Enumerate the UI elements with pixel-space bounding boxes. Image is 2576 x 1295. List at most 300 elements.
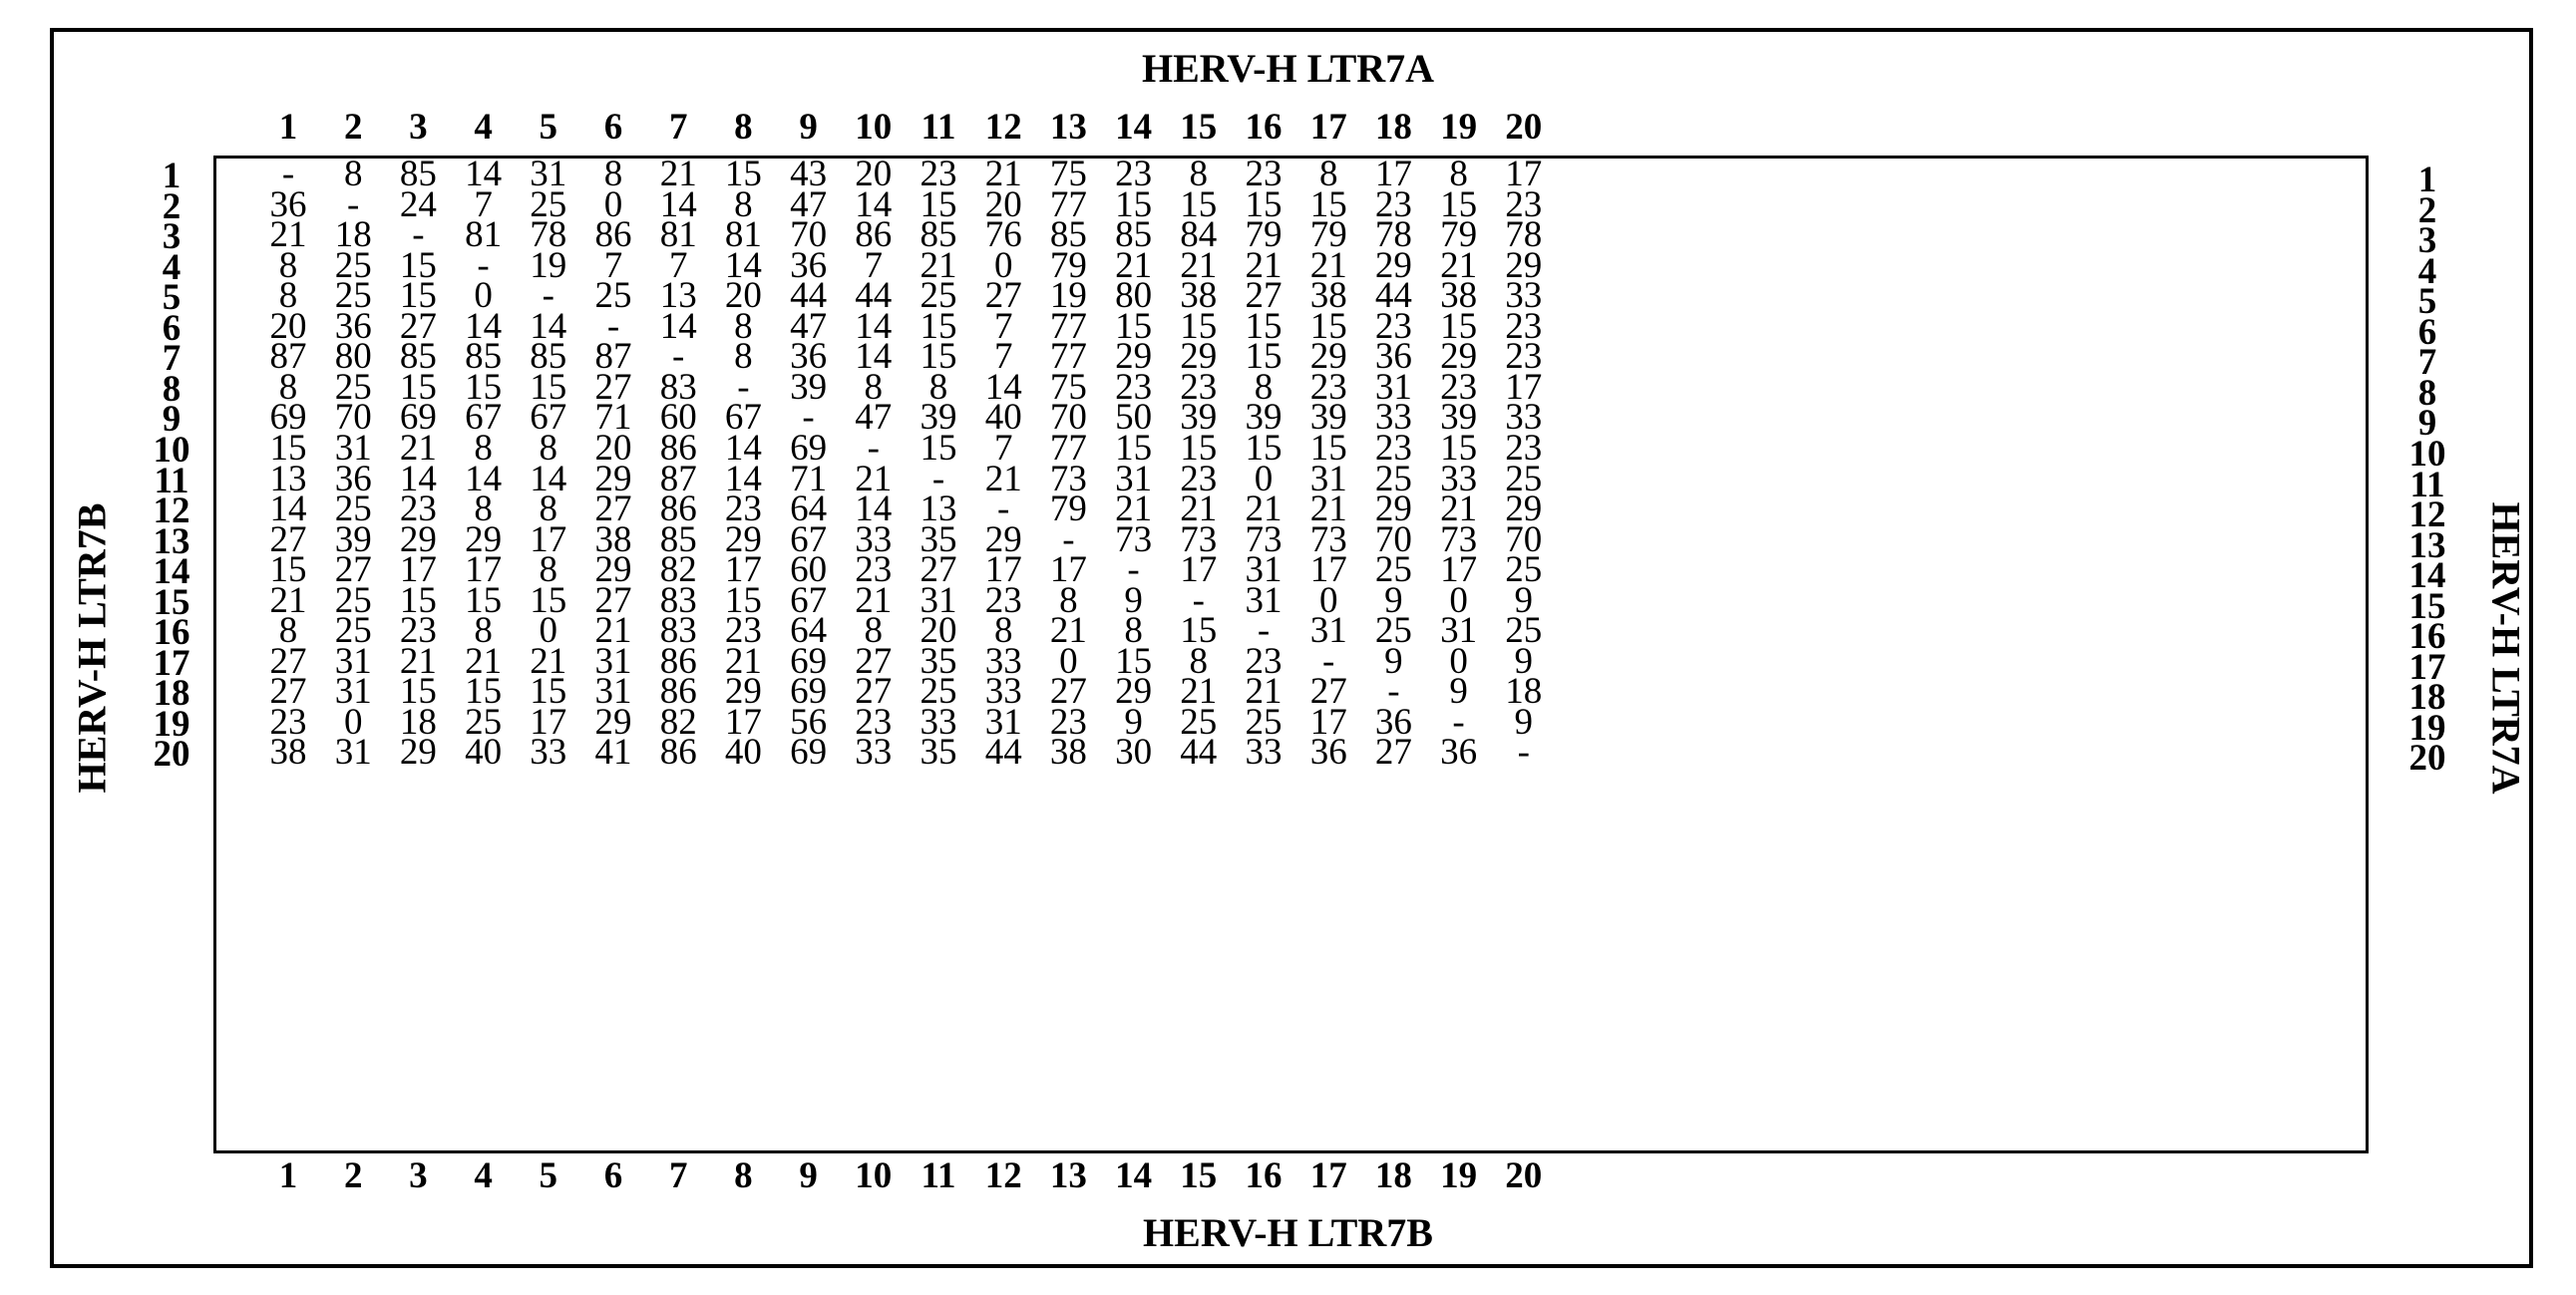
matrix-cell: 15 <box>1440 183 1478 225</box>
matrix-cell: 67 <box>790 579 828 621</box>
matrix-cell: 15 <box>399 275 437 317</box>
matrix-cell: 14 <box>855 305 893 347</box>
matrix-cell: 80 <box>334 336 372 378</box>
matrix-cell: 31 <box>1374 366 1412 408</box>
column-label-top: 4 <box>474 107 493 148</box>
matrix-cell: 20 <box>855 154 893 194</box>
matrix-cell: 79 <box>1049 488 1087 530</box>
matrix-cell: 29 <box>1309 336 1347 378</box>
row-label-left: 1 <box>162 156 182 196</box>
matrix-cell: 69 <box>399 397 437 439</box>
matrix-cell: 27 <box>855 671 893 713</box>
matrix-cell: 73 <box>1115 518 1153 560</box>
row-label-right: 18 <box>2408 677 2446 719</box>
column-label-bottom: 8 <box>734 1155 753 1196</box>
matrix-cell: 29 <box>1505 488 1543 530</box>
matrix-cell: 84 <box>1180 214 1218 256</box>
matrix-cell: 17 <box>1374 154 1412 194</box>
matrix-cell: 23 <box>1245 640 1283 682</box>
matrix-cell: 25 <box>530 183 567 225</box>
matrix-cell: 64 <box>790 610 828 652</box>
matrix-cell: 23 <box>1180 366 1218 408</box>
row-label-left: 14 <box>153 551 190 593</box>
matrix-cell: - <box>1517 732 1530 774</box>
row-label-left: 18 <box>153 673 190 715</box>
matrix-cell: 29 <box>465 518 503 560</box>
matrix-cell: 25 <box>1374 458 1412 499</box>
matrix-cell: 27 <box>594 488 632 530</box>
matrix-cell: 38 <box>1440 275 1478 317</box>
matrix-cell: 0 <box>1449 579 1468 621</box>
matrix-cell: 19 <box>1049 275 1087 317</box>
matrix-cell: 14 <box>269 488 307 530</box>
matrix-cell: 31 <box>530 154 567 194</box>
matrix-cell: 23 <box>1374 427 1412 469</box>
matrix-cell: 7 <box>993 305 1013 347</box>
matrix-cell: 15 <box>465 671 503 713</box>
matrix-cell: - <box>1387 671 1400 713</box>
matrix-cell: 27 <box>1245 275 1283 317</box>
matrix-cell: 0 <box>474 275 493 317</box>
matrix-cell: 73 <box>1309 518 1347 560</box>
matrix-cell: 13 <box>920 488 957 530</box>
column-label-bottom: 4 <box>474 1155 493 1196</box>
column-label-top: 10 <box>855 107 893 148</box>
matrix-cell: 39 <box>1440 397 1478 439</box>
matrix-cell: 8 <box>864 610 884 652</box>
matrix-cell: 27 <box>269 671 307 713</box>
matrix-cell: 36 <box>1374 701 1412 743</box>
column-label-top: 20 <box>1505 107 1543 148</box>
matrix-cell: 31 <box>1309 610 1347 652</box>
column-label-bottom: 16 <box>1245 1155 1283 1196</box>
matrix-cell: 15 <box>1115 305 1153 347</box>
matrix-cell: 21 <box>399 427 437 469</box>
row-label-right: 8 <box>2417 372 2437 414</box>
matrix-cell: 21 <box>269 579 307 621</box>
matrix-cell: 17 <box>1505 154 1543 194</box>
matrix-cell: 15 <box>399 366 437 408</box>
matrix-cell: 44 <box>790 275 828 317</box>
matrix-cell: 24 <box>399 183 437 225</box>
column-label-bottom: 13 <box>1049 1155 1087 1196</box>
matrix-cell: 14 <box>530 458 567 499</box>
matrix-cell: 39 <box>1309 397 1347 439</box>
row-label-left: 6 <box>162 307 182 349</box>
matrix-cell: 8 <box>1449 154 1468 194</box>
matrix-cell: 21 <box>1245 244 1283 286</box>
matrix-cell: 27 <box>269 640 307 682</box>
matrix-cell: 33 <box>920 701 957 743</box>
matrix-cell: 33 <box>530 732 567 774</box>
column-label-bottom: 19 <box>1440 1155 1478 1196</box>
matrix-cell: 18 <box>334 214 372 256</box>
matrix-cell: 15 <box>1245 305 1283 347</box>
matrix-cell: 9 <box>1449 671 1468 713</box>
matrix-cell: 21 <box>1115 244 1153 286</box>
matrix-cell: 44 <box>1180 732 1218 774</box>
matrix-cell: 23 <box>1115 366 1153 408</box>
row-label-right: 9 <box>2417 403 2437 445</box>
row-label-right: 17 <box>2408 646 2446 688</box>
column-label-bottom: 2 <box>343 1155 363 1196</box>
matrix-cell: 14 <box>465 458 503 499</box>
matrix-cell: 25 <box>920 275 957 317</box>
matrix-cell: 83 <box>659 610 697 652</box>
matrix-cell: 21 <box>1245 671 1283 713</box>
matrix-cell: 23 <box>724 488 762 530</box>
matrix-cell: 69 <box>269 397 307 439</box>
matrix-cell: 78 <box>1505 214 1543 256</box>
matrix-cell: 15 <box>920 427 957 469</box>
matrix-cell: 17 <box>1309 549 1347 591</box>
matrix-cell: 8 <box>734 183 753 225</box>
matrix-cell: 25 <box>1245 701 1283 743</box>
matrix-cell: 18 <box>1505 671 1543 713</box>
matrix-cell: 8 <box>1189 154 1209 194</box>
matrix-cell: 33 <box>1440 458 1478 499</box>
matrix-cell: 7 <box>668 244 688 286</box>
matrix-cell: 8 <box>278 366 298 408</box>
matrix-cell: 15 <box>1115 183 1153 225</box>
row-label-right: 15 <box>2408 585 2446 627</box>
matrix-cell: 67 <box>790 518 828 560</box>
matrix-cell: 25 <box>1180 701 1218 743</box>
matrix-cell: 0 <box>1059 640 1078 682</box>
matrix-cell: 25 <box>334 366 372 408</box>
row-label-left: 9 <box>162 399 182 441</box>
matrix-cell: 23 <box>1049 701 1087 743</box>
matrix-cell: 31 <box>984 701 1022 743</box>
column-label-top: 12 <box>984 107 1022 148</box>
matrix-cell: 29 <box>1180 336 1218 378</box>
matrix-cell: 30 <box>1115 732 1153 774</box>
matrix-cell: 79 <box>1309 214 1347 256</box>
matrix-cell: 86 <box>659 671 697 713</box>
matrix-cell: 17 <box>724 701 762 743</box>
matrix-cell: 0 <box>1254 458 1274 499</box>
matrix-cell: 38 <box>1180 275 1218 317</box>
matrix-cell: 25 <box>1374 610 1412 652</box>
matrix-cell: 86 <box>855 214 893 256</box>
row-label-left: 10 <box>153 429 190 471</box>
row-label-left: 16 <box>153 612 190 654</box>
matrix-cell: 19 <box>530 244 567 286</box>
matrix-cell: 9 <box>1384 579 1403 621</box>
matrix-cell: 20 <box>269 305 307 347</box>
matrix-cell: 9 <box>1514 701 1534 743</box>
matrix-cell: 27 <box>334 549 372 591</box>
matrix-cell: 73 <box>1440 518 1478 560</box>
matrix-cell: 8 <box>1059 579 1078 621</box>
matrix-cell: - <box>281 154 295 194</box>
row-label-right: 13 <box>2408 524 2446 566</box>
matrix-cell: - <box>867 427 880 469</box>
matrix-cell: 23 <box>1505 427 1543 469</box>
matrix-cell: 17 <box>530 518 567 560</box>
matrix-cell: 29 <box>594 549 632 591</box>
column-label-top: 16 <box>1245 107 1283 148</box>
matrix-cell: - <box>412 214 425 256</box>
column-label-bottom: 5 <box>539 1155 558 1196</box>
matrix-cell: 81 <box>465 214 503 256</box>
matrix-cell: 27 <box>984 275 1022 317</box>
matrix-cell: 29 <box>1374 244 1412 286</box>
matrix-cell: 8 <box>278 244 298 286</box>
row-label-left: 11 <box>154 460 189 501</box>
row-label-left: 7 <box>162 338 182 380</box>
matrix-cell: - <box>1062 518 1075 560</box>
matrix-cell: 23 <box>1309 366 1347 408</box>
matrix-cell: 8 <box>539 549 558 591</box>
matrix-cell: 64 <box>790 488 828 530</box>
matrix-cell: 25 <box>1505 549 1543 591</box>
matrix-cell: 25 <box>920 671 957 713</box>
matrix-cell: 15 <box>530 671 567 713</box>
matrix-cell: 8 <box>1189 640 1209 682</box>
matrix-cell: - <box>1322 640 1335 682</box>
matrix-cell: 23 <box>1505 305 1543 347</box>
matrix-cell: 23 <box>1245 154 1283 194</box>
matrix-cell: 13 <box>269 458 307 499</box>
matrix-cell: - <box>672 336 685 378</box>
matrix-cell: 25 <box>1505 610 1543 652</box>
column-label-top: 1 <box>278 107 298 148</box>
matrix-cell: 23 <box>855 701 893 743</box>
matrix-cell: 41 <box>594 732 632 774</box>
matrix-cell: 29 <box>724 671 762 713</box>
matrix-cell: 81 <box>724 214 762 256</box>
row-label-left: 13 <box>153 520 190 562</box>
row-label-left: 20 <box>153 734 190 776</box>
matrix-cell: 23 <box>1440 366 1478 408</box>
matrix-cell: - <box>997 488 1010 530</box>
matrix-cell: 25 <box>334 610 372 652</box>
column-label-top: 13 <box>1049 107 1087 148</box>
matrix-cell: 15 <box>465 579 503 621</box>
matrix-cell: 31 <box>1245 579 1283 621</box>
matrix-cell: 8 <box>928 366 948 408</box>
column-label-top: 3 <box>409 107 428 148</box>
matrix-cell: 36 <box>790 336 828 378</box>
matrix-cell: 0 <box>603 183 623 225</box>
matrix-cell: 87 <box>594 336 632 378</box>
matrix-cell: 23 <box>399 610 437 652</box>
matrix-cell: 15 <box>920 183 957 225</box>
column-label-top: 18 <box>1374 107 1412 148</box>
matrix-cell: 21 <box>659 154 697 194</box>
matrix-cell: 33 <box>984 671 1022 713</box>
matrix-cell: 0 <box>343 701 363 743</box>
matrix-cell: 20 <box>724 275 762 317</box>
matrix-cell: 9 <box>1384 640 1403 682</box>
matrix-cell: 86 <box>594 214 632 256</box>
matrix-cell: 50 <box>1115 397 1153 439</box>
matrix-cell: 31 <box>920 579 957 621</box>
matrix-cell: 21 <box>399 640 437 682</box>
matrix-cell: 15 <box>1245 336 1283 378</box>
matrix-cell: 27 <box>594 579 632 621</box>
column-label-top: 19 <box>1440 107 1478 148</box>
matrix-cell: 39 <box>334 518 372 560</box>
matrix-cell: 23 <box>1180 458 1218 499</box>
matrix-cell: 8 <box>539 427 558 469</box>
matrix-cell: - <box>1452 701 1465 743</box>
matrix-cell: 23 <box>1505 183 1543 225</box>
row-label-right: 3 <box>2417 220 2437 262</box>
matrix-cell: 21 <box>855 458 893 499</box>
matrix-cell: 31 <box>1115 458 1153 499</box>
matrix-cell: 78 <box>1374 214 1412 256</box>
matrix-cell: 9 <box>1124 701 1143 743</box>
matrix-cell: - <box>802 397 815 439</box>
row-label-right: 6 <box>2417 311 2437 353</box>
matrix-cell: 21 <box>1180 244 1218 286</box>
column-label-top: 14 <box>1115 107 1153 148</box>
column-label-top: 5 <box>539 107 558 148</box>
matrix-cell: 27 <box>1374 732 1412 774</box>
matrix-cell: 14 <box>724 244 762 286</box>
matrix-cell: 79 <box>1049 244 1087 286</box>
matrix-cell: 29 <box>1374 488 1412 530</box>
top-axis-title: HERV-H LTR7A <box>1141 46 1435 91</box>
matrix-cell: 71 <box>594 397 632 439</box>
column-label-bottom: 9 <box>799 1155 818 1196</box>
matrix-cell: 15 <box>1309 427 1347 469</box>
matrix-cell: 87 <box>269 336 307 378</box>
matrix-cell: 38 <box>269 732 307 774</box>
matrix-cell: 7 <box>603 244 623 286</box>
matrix-cell: 27 <box>920 549 957 591</box>
matrix-cell: 7 <box>474 183 493 225</box>
matrix-cell: 36 <box>334 458 372 499</box>
row-label-left: 15 <box>153 581 190 623</box>
matrix-cell: 31 <box>334 427 372 469</box>
matrix-cell: 47 <box>790 305 828 347</box>
matrix-cell: 23 <box>1374 183 1412 225</box>
matrix-cell: 7 <box>864 244 884 286</box>
matrix-cell: 85 <box>399 336 437 378</box>
matrix-cell: 86 <box>659 732 697 774</box>
bottom-axis-title: HERV-H LTR7B <box>1143 1210 1433 1255</box>
matrix-cell: 35 <box>920 732 957 774</box>
matrix-cell: 21 <box>984 154 1022 194</box>
matrix-cell: 25 <box>334 579 372 621</box>
matrix-cell: 17 <box>465 549 503 591</box>
matrix-cell: 15 <box>920 336 957 378</box>
column-label-bottom: 11 <box>920 1155 956 1196</box>
matrix-cell: 21 <box>1115 488 1153 530</box>
matrix-cell: 31 <box>594 640 632 682</box>
matrix-cell: 17 <box>1505 366 1543 408</box>
matrix-cell: 29 <box>1115 336 1153 378</box>
row-label-right: 10 <box>2408 433 2446 475</box>
matrix-cell: 77 <box>1049 336 1087 378</box>
matrix-cell: 36 <box>1309 732 1347 774</box>
matrix-cell: 15 <box>399 579 437 621</box>
matrix-cell: 8 <box>278 275 298 317</box>
matrix-cell: 85 <box>659 518 697 560</box>
column-label-bottom: 1 <box>278 1155 298 1196</box>
matrix-cell: 21 <box>855 579 893 621</box>
row-label-right: 19 <box>2408 707 2446 749</box>
matrix-cell: 85 <box>465 336 503 378</box>
matrix-cell: 21 <box>1180 671 1218 713</box>
matrix-cell: 17 <box>1309 701 1347 743</box>
matrix-cell: 36 <box>790 244 828 286</box>
matrix-cell: 7 <box>993 427 1013 469</box>
matrix-cell: - <box>477 244 490 286</box>
matrix-cell: 15 <box>399 244 437 286</box>
matrix-cell: 69 <box>790 671 828 713</box>
matrix-cell: 9 <box>1514 640 1534 682</box>
matrix-cell: 29 <box>724 518 762 560</box>
row-label-right: 14 <box>2408 555 2446 597</box>
matrix-cell: 8 <box>1124 610 1143 652</box>
matrix-cell: 33 <box>1374 397 1412 439</box>
matrix-cell: 86 <box>659 427 697 469</box>
matrix-cell: 17 <box>1440 549 1478 591</box>
matrix-cell: 14 <box>724 458 762 499</box>
matrix-cell: 25 <box>594 275 632 317</box>
matrix-cell: 33 <box>1505 275 1543 317</box>
matrix-cell: 69 <box>790 640 828 682</box>
matrix-cell: 0 <box>993 244 1013 286</box>
matrix-cell: 15 <box>920 305 957 347</box>
matrix-cell: 73 <box>1049 458 1087 499</box>
matrix-cell: 38 <box>594 518 632 560</box>
row-label-right: 7 <box>2417 342 2437 384</box>
matrix-cell: 21 <box>594 610 632 652</box>
matrix-cell: 14 <box>399 458 437 499</box>
matrix-cell: 40 <box>724 732 762 774</box>
column-label-bottom: 18 <box>1374 1155 1412 1196</box>
matrix-cell: 73 <box>1180 518 1218 560</box>
matrix-cell: 33 <box>1505 397 1543 439</box>
matrix-cell: 14 <box>984 366 1022 408</box>
matrix-cell: 8 <box>1254 366 1274 408</box>
matrix-cell: 14 <box>855 183 893 225</box>
matrix-cell: 27 <box>399 305 437 347</box>
matrix-cell: 21 <box>1245 488 1283 530</box>
matrix-cell: 36 <box>1374 336 1412 378</box>
matrix-cell: 21 <box>984 458 1022 499</box>
matrix-cell: 15 <box>530 579 567 621</box>
matrix-cell: 18 <box>399 701 437 743</box>
matrix-cell: 85 <box>920 214 957 256</box>
matrix-cell: 33 <box>855 518 893 560</box>
column-label-bottom: 10 <box>855 1155 893 1196</box>
matrix-cell: - <box>1192 579 1205 621</box>
matrix-cell: 31 <box>334 671 372 713</box>
matrix-cell: 85 <box>530 336 567 378</box>
matrix-cell: 23 <box>855 549 893 591</box>
matrix-cell: 20 <box>594 427 632 469</box>
matrix-cell: 86 <box>659 488 697 530</box>
matrix-cell: 27 <box>1049 671 1087 713</box>
column-label-bottom: 6 <box>603 1155 623 1196</box>
matrix-cell: - <box>542 275 554 317</box>
matrix-cell: 38 <box>1049 732 1087 774</box>
matrix-cell: 15 <box>1309 305 1347 347</box>
matrix-cell: 70 <box>1505 518 1543 560</box>
row-label-right: 5 <box>2417 281 2437 323</box>
matrix-cell: 33 <box>984 640 1022 682</box>
matrix-cell: 8 <box>993 610 1013 652</box>
matrix-cell: 14 <box>855 336 893 378</box>
matrix-cell: 15 <box>1245 427 1283 469</box>
matrix-cell: 0 <box>539 610 558 652</box>
